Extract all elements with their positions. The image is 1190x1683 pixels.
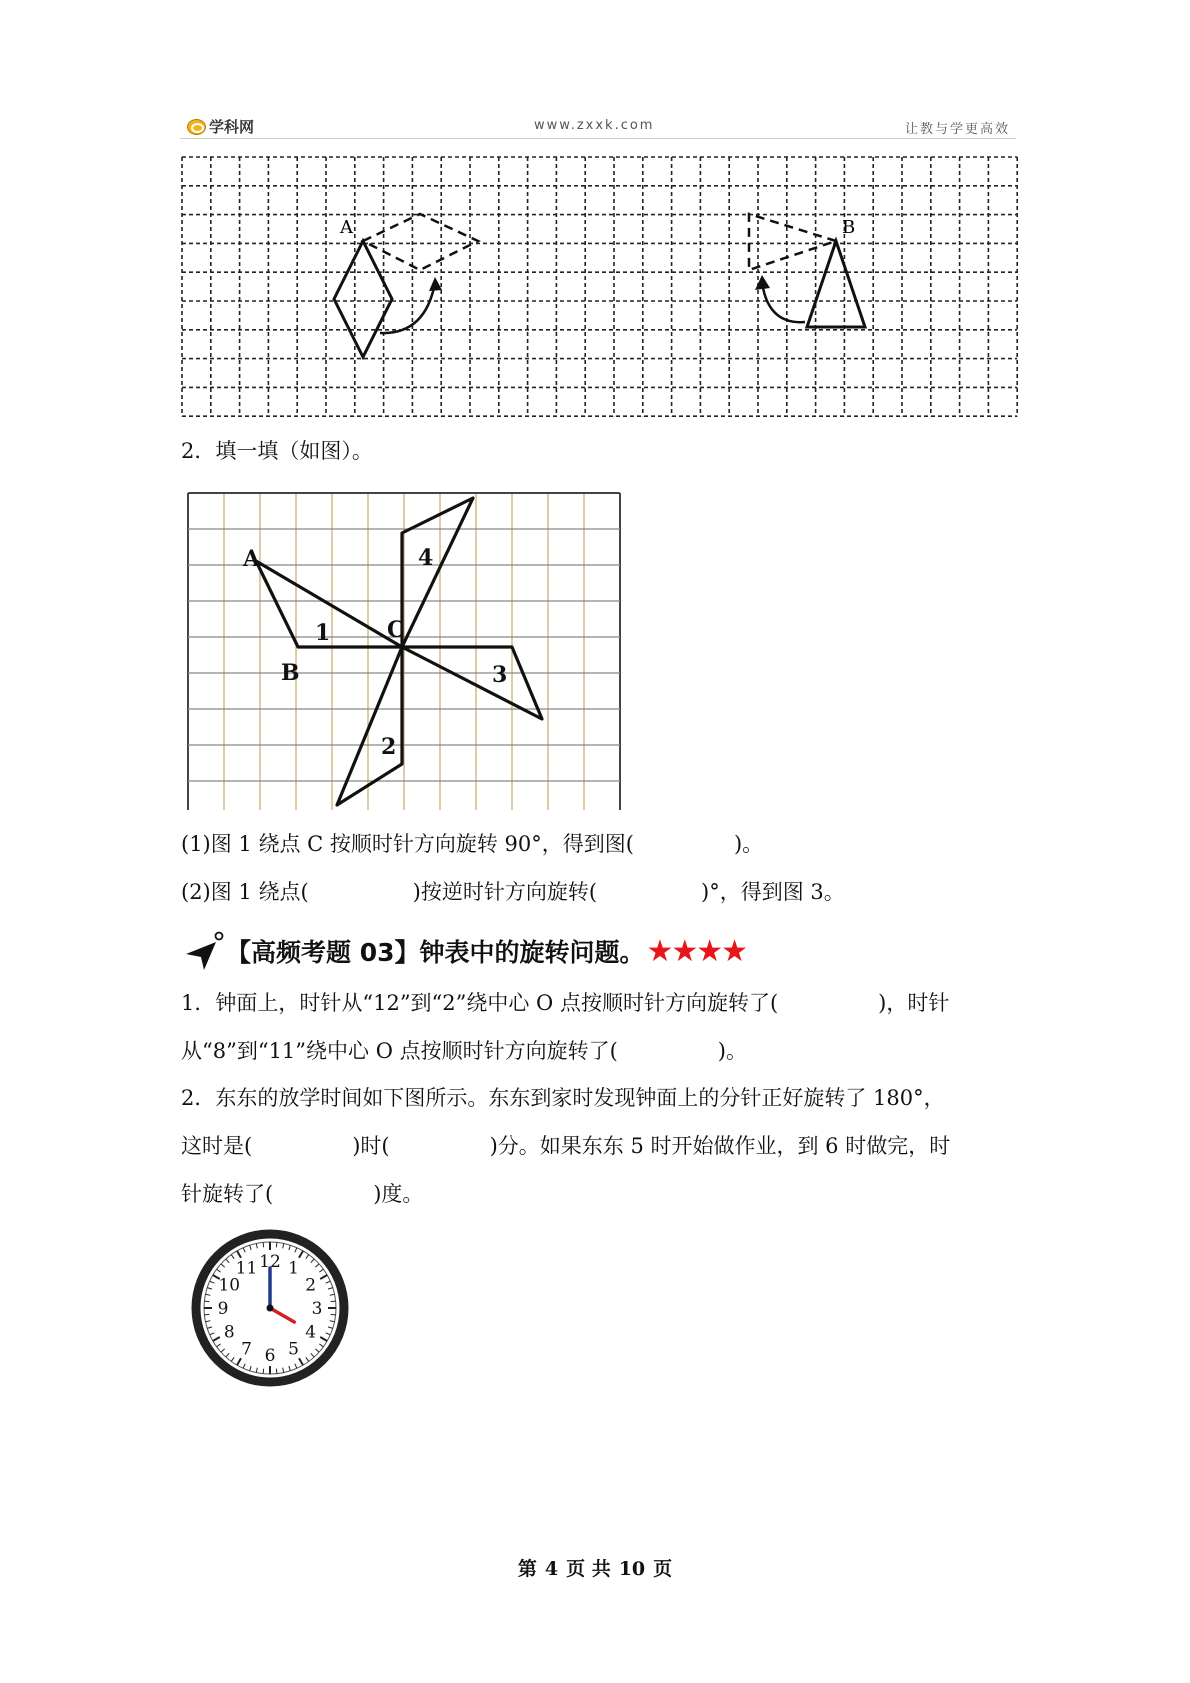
- question-4-line-2: [181, 1131, 950, 1161]
- sub-1-text-a: (1)图 1 绕点 C 按顺时针方向旋转 90°，得到图(: [181, 832, 634, 856]
- q3-text-c: 从“8”到“11”绕中心 O 点按顺时针方向旋转了(: [181, 1039, 618, 1063]
- header-slogan: 让教与学更高效: [904, 122, 1010, 137]
- point-b-label: B: [281, 660, 300, 686]
- sub-2-text-c: )°，得到图 3。: [701, 880, 845, 904]
- question-3-line-1: [181, 988, 949, 1018]
- question-2-title: 2．填一填（如图）。: [181, 439, 373, 463]
- pinwheel-figure: [185, 490, 625, 810]
- question-2-sub-2: [181, 877, 845, 907]
- clock-center: [267, 1305, 274, 1312]
- shape-4-triangle: [402, 498, 473, 647]
- shape-3-triangle: [402, 647, 542, 719]
- dashed-grid: [182, 157, 1017, 416]
- clock-tick: [263, 1369, 264, 1374]
- question-4-line-3: [181, 1179, 423, 1209]
- label-a: A: [340, 217, 353, 238]
- shape-1-label: 1: [315, 620, 331, 646]
- clock-number: 5: [288, 1339, 299, 1360]
- q4-text-e: )度。: [373, 1182, 424, 1206]
- clock-number: 12: [259, 1252, 281, 1272]
- footer-prefix: 第: [517, 1558, 537, 1580]
- label-b: B: [842, 217, 856, 238]
- q3-text-d: )。: [717, 1039, 747, 1063]
- q3-text-b: )，时针: [878, 991, 950, 1015]
- clock-tick: [276, 1369, 277, 1374]
- clock-number: 6: [264, 1346, 276, 1366]
- difficulty-stars: ★★★★: [646, 933, 747, 969]
- clock-tick: [263, 1242, 264, 1247]
- page-footer: [0, 1554, 1190, 1581]
- clock-tick: [331, 1301, 336, 1302]
- question-2-sub-1: [181, 829, 763, 859]
- clock-tick: [204, 1314, 209, 1315]
- triangle-rotated-dashed: [749, 214, 836, 270]
- q4-text-b: )时(: [352, 1134, 390, 1158]
- section-heading: [182, 930, 746, 972]
- logo-text: 学科网: [209, 118, 255, 136]
- question-3-line-2: [181, 1036, 747, 1066]
- footer-page-total: 10: [618, 1558, 646, 1580]
- footer-page-number: 4: [544, 1558, 559, 1580]
- clock-number: 9: [217, 1299, 229, 1319]
- clock-face: [190, 1228, 350, 1388]
- question-4-line-1: 2．东东的放学时间如下图所示。东东到家时发现钟面上的分针正好旋转了 180°，: [181, 1086, 945, 1110]
- clock-tick: [204, 1301, 209, 1302]
- q4-text-c: )分。如果东东 5 时开始做作业，到 6 时做完，时: [489, 1134, 951, 1158]
- q4-text-a: 这时是(: [181, 1134, 253, 1158]
- clock-number: 3: [311, 1299, 323, 1319]
- point-a-label: A: [243, 546, 261, 572]
- clock-number: 8: [223, 1322, 235, 1343]
- clock-number: 10: [218, 1275, 241, 1296]
- section-title: 【高频考题 03】钟表中的旋转问题。: [226, 938, 645, 967]
- sub-2-text-a: (2)图 1 绕点(: [181, 880, 309, 904]
- square-grid: [188, 493, 620, 810]
- clock-number: 7: [241, 1339, 252, 1360]
- clock-number: 4: [305, 1322, 317, 1343]
- rotation-grid-figure: [180, 155, 1020, 420]
- shape-3-label: 3: [492, 662, 508, 688]
- shape-2-label: 2: [381, 734, 397, 760]
- rhombus-rotated-dashed: [363, 214, 478, 270]
- clock-tick: [331, 1314, 336, 1315]
- arrow-head-left: [429, 277, 442, 291]
- sub-2-text-b: )按逆时针方向旋转(: [412, 880, 598, 904]
- header-divider: [180, 138, 1016, 139]
- clock-number: 11: [235, 1258, 258, 1279]
- footer-suffix: 页: [653, 1558, 673, 1580]
- logo-icon: [187, 119, 206, 135]
- clock-number: 1: [288, 1258, 299, 1279]
- point-c-label: C: [387, 617, 405, 643]
- q4-text-d: 针旋转了(: [181, 1182, 274, 1206]
- sub-1-text-b: )。: [733, 832, 764, 856]
- site-logo: [187, 116, 254, 137]
- shape-4-label: 4: [418, 545, 434, 571]
- clock-number: 2: [305, 1275, 317, 1296]
- paper-plane-icon: [182, 930, 224, 972]
- clock-tick: [276, 1242, 277, 1247]
- header-url: www.zxxk.com: [534, 118, 655, 133]
- footer-mid: 页 共: [566, 1558, 611, 1580]
- q3-text-a: 1．钟面上，时针从“12”到“2”绕中心 O 点按顺时针方向旋转了(: [181, 991, 779, 1015]
